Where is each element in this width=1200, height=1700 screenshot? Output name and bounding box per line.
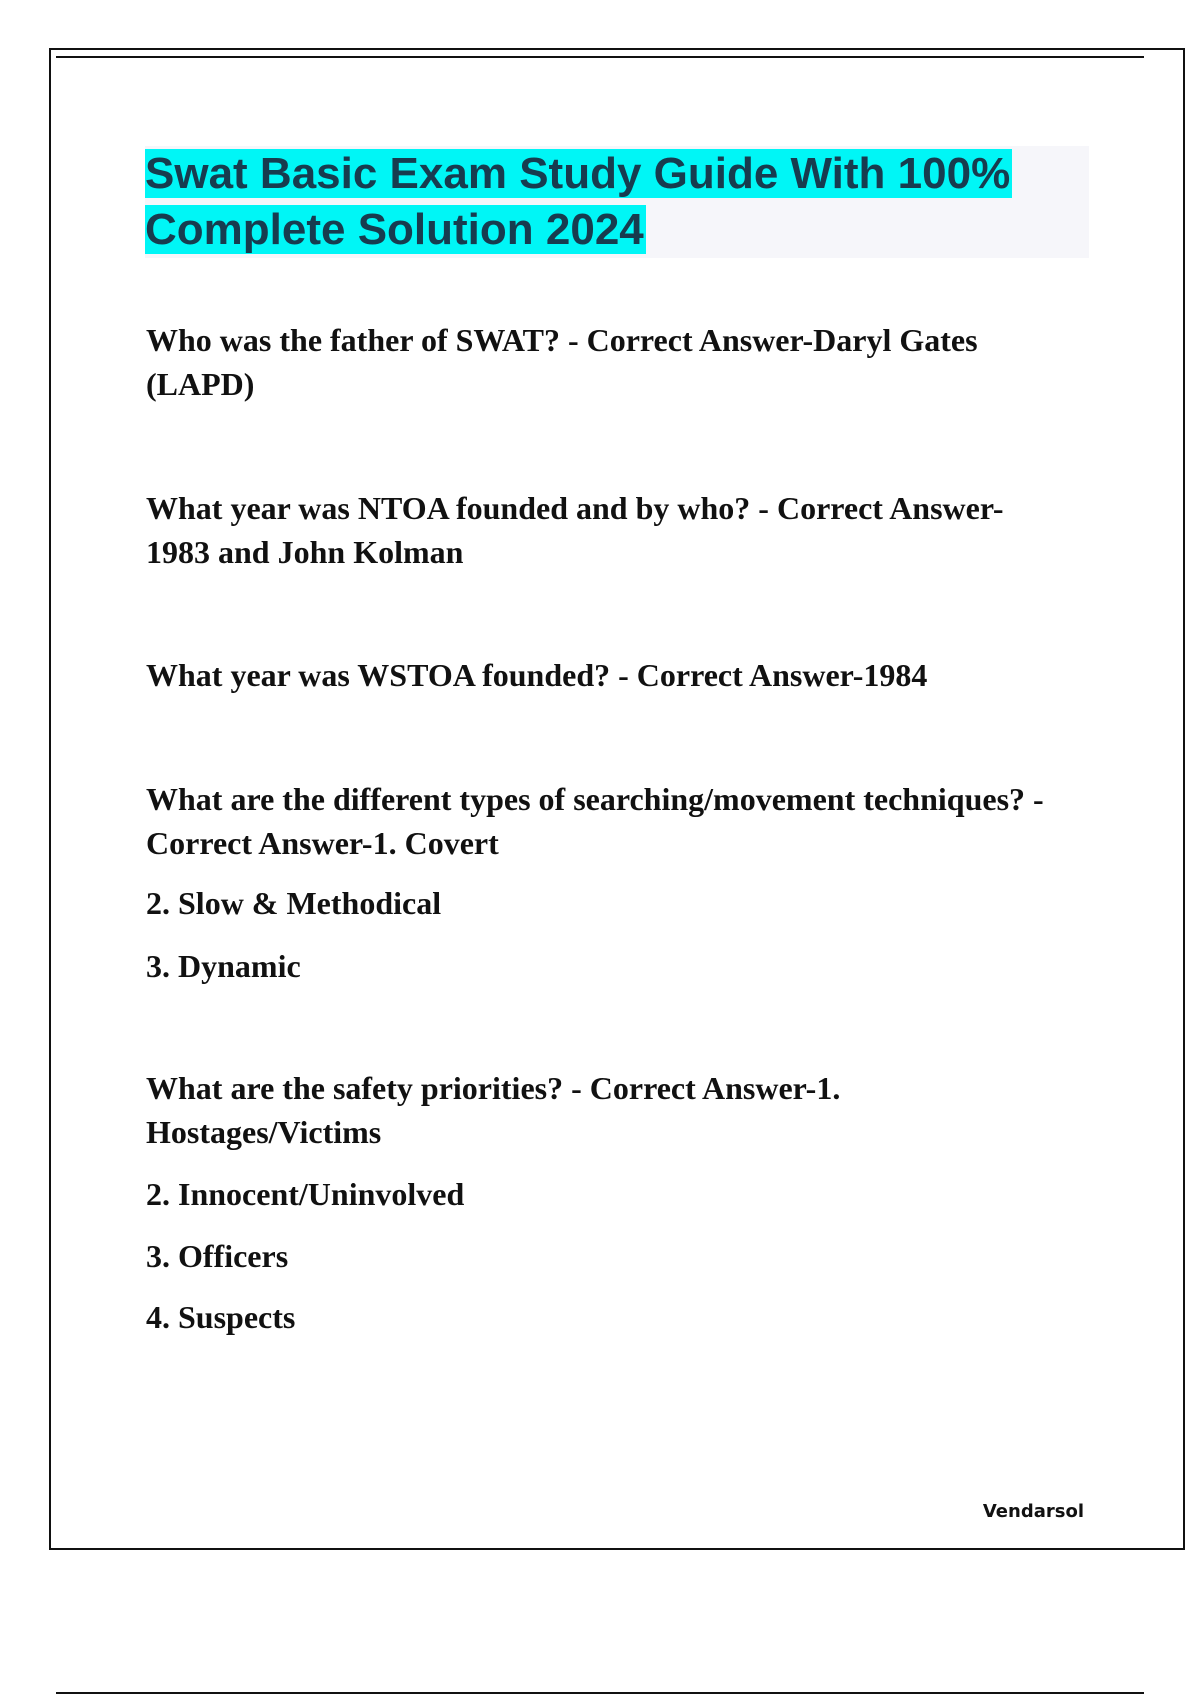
footer-brand: Vendarsol [982,1501,1084,1522]
top-rule [56,56,1144,58]
question-ntoa-founded: What year was NTOA founded and by who? - Correct Answer-1983 and John Kolman [146,490,1004,570]
bottom-rule [56,1692,1144,1694]
answer-list-item: 4. Suspects [146,1299,296,1335]
answer-list-item: 3. Officers [146,1238,289,1274]
answer-list-item: 2. Innocent/Uninvolved [146,1176,465,1212]
answer-list-item: 3. Dynamic [146,948,301,984]
title-highlight: Swat Basic Exam Study Guide With 100% Complete Solution 2024 [145,149,1011,254]
question-safety-priorities: What are the safety priorities? - Correct Answer-1. Hostages/Victims [146,1070,841,1150]
document-title [145,146,1089,258]
answer-list-item: 2. Slow & Methodical [146,885,442,921]
question-father-of-swat: Who was the father of SWAT? - Correct Answer-Daryl Gates (LAPD) [146,322,978,402]
question-movement-techniques: What are the different types of searching/movement techniques? - Correct Answer-1. Covert [146,781,1044,861]
question-wstoa-founded: What year was WSTOA founded? - Correct Answer-1984 [146,657,928,693]
